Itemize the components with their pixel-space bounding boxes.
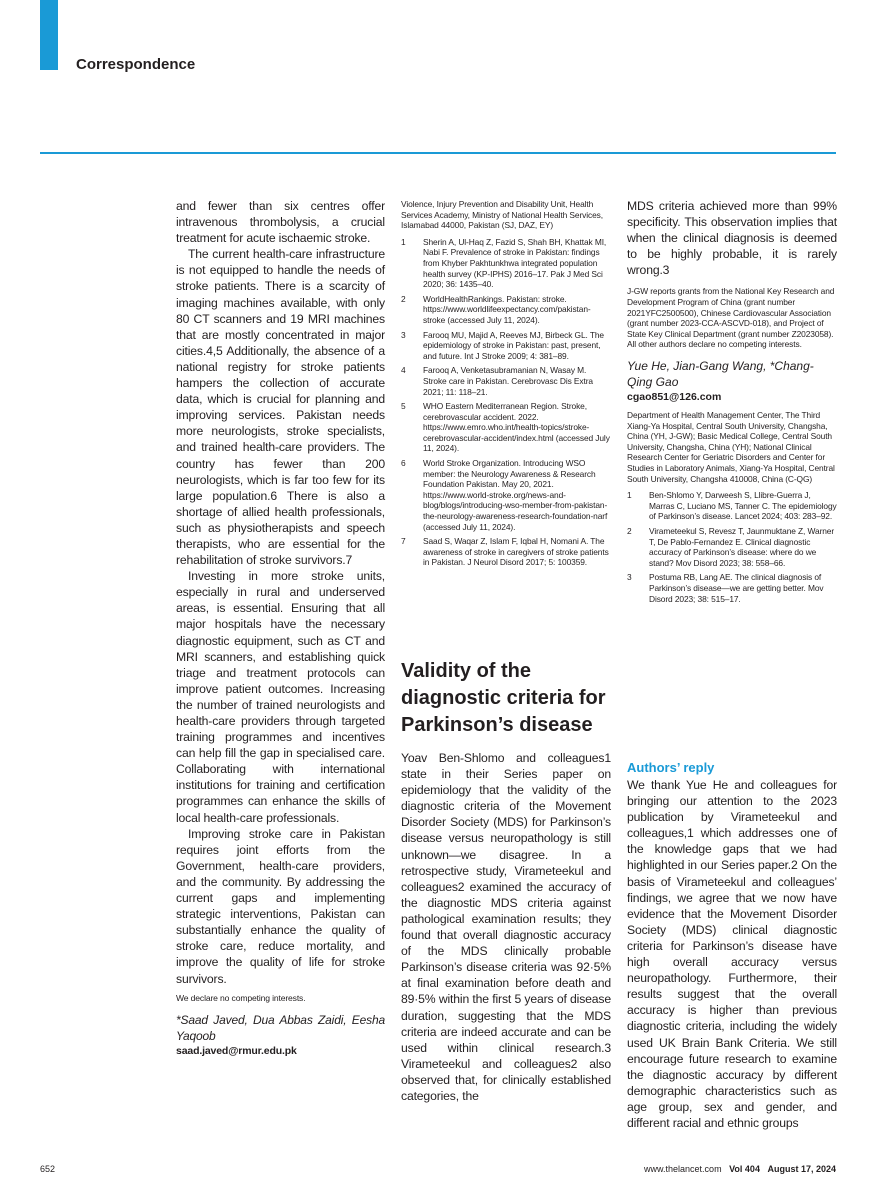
column-1 (176, 198, 385, 1058)
paragraph: Improving stroke care in Pakistan requires joint efforts from the Government, health-care providers, and the community. By addressing the current gaps and implementing strategic interventions, Pakistan can substantially enhance the quality of stroke care, reduce mortality, and improve the quality of life for stroke survivors. (176, 826, 385, 986)
section-color-bar (40, 0, 58, 70)
header-rule (40, 152, 836, 154)
paragraph: Yoav Ben-Shlomo and colleagues1 state in their Series paper on epidemiology that the validity of the diagnostic criteria of the Movement Disorder Society (MDS) for Parkinson’s disease versus neuropathology is still unknown—we disagree. In a retrospective study, Virameteekul and colleagues2 examined the accuracy of the diagnostic MDS criteria against pathological examination results; they found that overall diagnostic accuracy of the MDS clinically probable Parkinson’s disease criteria was 92·5% at final examination before death and 89·5% within the first 5 years of disease duration, suggesting that the MDS criteria are indeed accurate and can be used within clinical research.3 Virameteekul and colleagues2 also observed that, for clinically established categories, the (401, 751, 611, 1103)
author-email[interactable]: cgao851@126.com (627, 391, 722, 404)
column-3 (627, 198, 837, 608)
reference-item: 5 WHO Eastern Mediterranean Region. Stroke, cerebrovascular accident. 2022. https://www.emro.who.int/health-topics/stroke-cerebrovascular-accident/index.html (accessed July 11, 2024). (401, 401, 610, 454)
author-list: Yue He, Jian-Gang Wang, *Chang-Qing Gao (627, 359, 814, 390)
reference-item: 1 Sherin A, Ul-Haq Z, Fazid S, Shah BH, Khattak MI, Nabi F. Prevalence of stroke in Pakistan: findings from Khyber Pakhtunkhwa integrated population health survey (KP-IPHS) 2016–17. Pak J Med Sci 2020; 36: 1435–40. (401, 236, 607, 290)
column-2 (401, 199, 611, 572)
funding-statement: J-GW reports grants from the National Key Research and Development Program of China (grant number 2021YFC2500500), Chinese Cardiovascular Association (grant number 2023-CCA-ASCVD-018), and Project of State Key Clinical Department (grant number Z2023058). All other authors declare no competing interests. (627, 286, 835, 350)
competing-interests: We declare no competing interests. (176, 992, 306, 1003)
page-number: 652 (40, 1164, 56, 1174)
reply-heading: Authors’ reply (627, 760, 715, 775)
article-title-block (401, 658, 611, 739)
authors-reply (627, 760, 837, 1131)
author-email[interactable]: saad.javed@rmur.edu.pk (176, 1044, 297, 1057)
column-2-body (401, 750, 611, 1104)
paragraph: MDS criteria achieved more than 99% specificity. This observation implies that when the clinical diagnosis is deemed to be highly probable, it is rarely wrong.3 (627, 199, 837, 278)
reference-item: 3 Farooq MU, Majid A, Reeves MJ, Birbeck GL. The epidemiology of stroke in Pakistan: past, present, and future. Int J Stroke 2009; 4: 381–89. (401, 329, 604, 361)
reference-item: 1 Ben-Shlomo Y, Darweesh S, Llibre-Guerra J, Marras C, Luciano MS, Tanner C. The epidemiology of Parkinson’s disease. Lancet 2024; 403: 283–92. (627, 490, 837, 522)
volume: Vol 404 (729, 1164, 760, 1174)
reference-item: 3 Postuma RB, Lang AE. The clinical diagnosis of Parkinson’s disease—we are getting better. Mov Disord 2023; 38: 515–17. (627, 572, 824, 604)
article-title: Validity of the diagnostic criteria for Parkinson’s disease (401, 660, 606, 736)
paragraph: The current health-care infrastructure is not equipped to handle the needs of stroke patients. There is a scarcity of imaging machines available, with only 80 CT scanners and 19 MRI machines that are mostly concentrated in major cities.4,5 Additionally, the absence of a national registry for stroke patients hampers the collection of accurate data, which is crucial for planning and improving services. Pakistan needs more neurologists, stroke specialists, and trained health-care providers. The country has fewer than 200 neurologists, which is far too few for its large population.6 There is also a shortage of allied health professionals, such as physiotherapists and speech therapists, who are essential for the rehabilitation of stroke survivors.7 (176, 247, 385, 568)
reference-item: 4 Farooq A, Venketasubramanian N, Wasay M. Stroke care in Pakistan. Cerebrovasc Dis Extra 2021; 11: 118–21. (401, 365, 593, 397)
author-list: *Saad Javed, Dua Abbas Zaidi, Eesha Yaqoob (176, 1012, 385, 1043)
reference-list (627, 490, 837, 604)
reference-list (401, 237, 611, 568)
reference-item: 7 Saad S, Waqar Z, Islam F, Iqbal H, Nomani A. The awareness of stroke in caregivers of stroke patients in Pakistan. J Neurol Disord 2017; 5: 100359. (401, 536, 609, 568)
reference-item: 2 WorldHealthRankings. Pakistan: stroke. https://www.worldlifeexpectancy.com/pakistan-stroke (accessed July 11, 2024). (401, 293, 591, 325)
journal-site[interactable]: www.thelancet.com (644, 1164, 722, 1174)
reference-item: 2 Virameteekul S, Revesz T, Jaunmuktane Z, Warner T, De Pablo-Fernandez E. Clinical diagnostic accuracy of Parkinson’s disease: where do we stand? Mov Disord 2023; 38: 558–66. (627, 525, 835, 568)
section-label: Correspondence (76, 56, 196, 73)
affiliation: Violence, Injury Prevention and Disability Unit, Health Services Academy, Ministry of National Health Services, Islamabad 44000, Pakistan (SJ, DAZ, EY) (401, 199, 603, 231)
journal-footer (644, 1164, 836, 1174)
affiliation: Department of Health Management Center, The Third Xiang-Ya Hospital, Central South University, Changsha, China (YH, J-GW); Basic Medical College, Central South University, Changsha, China (YH); National Clinical Research Center for Geriatric Disorders and Center for Studies in Laboratory Animals, Xiang-Ya Hospital, Central South University, Changsha 410008, China (C-QG) (627, 410, 835, 484)
paragraph: We thank Yue He and colleagues for bringing our attention to the 2023 publication by Virameteekul and colleagues,1 which addresses one of the knowledge gaps that we had highlighted in our Series paper.2 On the basis of Virameteekul and colleagues’ findings, we agree that we now have evidence that the Movement Disorder Society (MDS) clinical diagnostic criteria for Parkinson’s disease have high overall accuracy versus neuropathology. Furthermore, their results suggest that the overall accuracy is higher than previous diagnostic criteria, including the widely used UK Brain Bank Criteria. We still encourage future research to examine the diagnostic accuracy by different demographic characteristics such as age group, sex and gender, and different racial and ethnic groups (627, 778, 837, 1130)
paragraph: and fewer than six centres offer intravenous thrombolysis, a crucial treatment for acute ischaemic stroke. (176, 199, 385, 246)
reference-item: 6 World Stroke Organization. Introducing WSO member: the Neurology Awareness & Research Foundation Pakistan. May 20, 2021. https://www.world-stroke.org/news-and-blog/blogs/introducing-wso-member-from-pakistan-the-neurology-awareness-research-foundation-narf (accessed July 11, 2024). (401, 458, 608, 532)
issue-date: August 17, 2024 (767, 1164, 836, 1174)
paragraph: Investing in more stroke units, especially in rural and underserved areas, is essential. Ensuring that all major hospitals have the necessary diagnostic equipment, such as CT and MRI scanners, and establishing quick triage and treatment protocols can improve patient outcomes. Increasing the number of trained neurologists and health-care providers through targeted training programmes and incentives can help fill the gap in specialised care. Collaborating with international institutions for training and certification programmes can enhance the skills of local health-care professionals. (176, 569, 385, 825)
